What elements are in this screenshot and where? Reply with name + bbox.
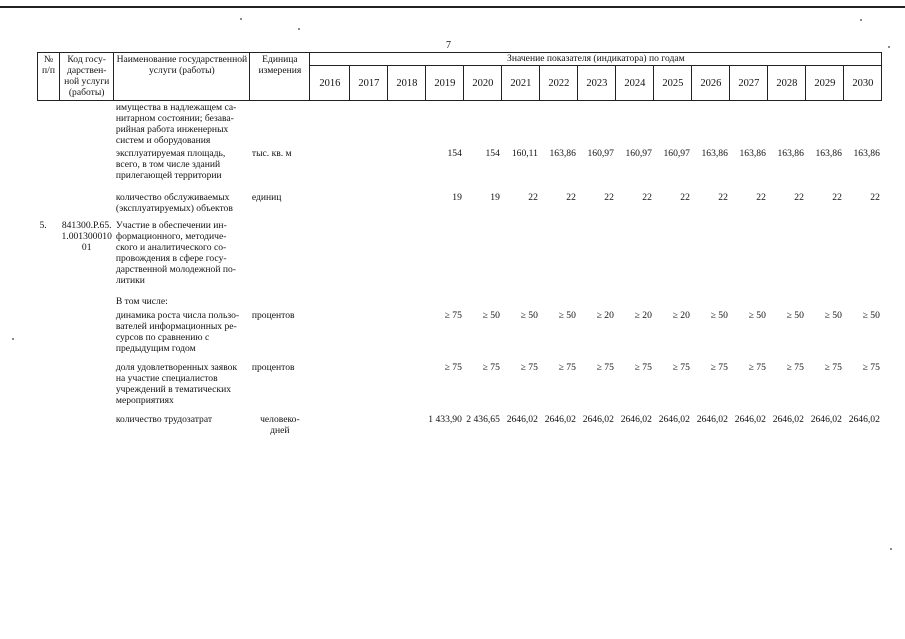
value-2021 <box>502 295 540 309</box>
row-number <box>38 101 60 148</box>
value-2026: 22 <box>718 192 728 203</box>
header-no: № п/п <box>38 53 60 101</box>
service-code <box>60 309 114 361</box>
header-year-2017: 2017 <box>350 66 388 101</box>
value-2022: ≥ 75 <box>558 362 576 373</box>
value-2025 <box>654 219 692 295</box>
value-2018 <box>388 219 426 295</box>
value-2022: ≥ 50 <box>558 310 576 321</box>
value-2027: ≥ 50 <box>748 310 766 321</box>
unit-of-measure: единиц <box>251 192 282 203</box>
unit-of-measure <box>250 219 310 295</box>
row-number <box>38 191 60 219</box>
value-2016 <box>310 147 350 191</box>
value-2029 <box>806 219 844 295</box>
scan-speck <box>298 28 300 30</box>
value-2026: ≥ 75 <box>710 362 728 373</box>
header-name: Наименование государственной услуги (работы) <box>114 53 250 101</box>
value-2028: 163,86 <box>777 148 804 159</box>
value-2020 <box>464 295 502 309</box>
value-2028: ≥ 75 <box>786 362 804 373</box>
service-code <box>60 295 114 309</box>
scan-speck <box>890 548 892 550</box>
header-year-2030: 2030 <box>844 66 882 101</box>
scan-speck <box>888 46 890 48</box>
value-2024: 2646,02 <box>620 414 652 425</box>
table-row <box>38 361 882 413</box>
value-2023: ≥ 20 <box>596 310 614 321</box>
value-2022 <box>540 101 578 148</box>
value-2017 <box>350 413 388 437</box>
value-2018 <box>388 361 426 413</box>
table-row <box>38 101 882 148</box>
value-2023 <box>578 101 616 148</box>
value-2023 <box>578 295 616 309</box>
value-2027: ≥ 75 <box>748 362 766 373</box>
value-2023 <box>578 219 616 295</box>
value-2028: 22 <box>794 192 804 203</box>
value-2030 <box>844 295 882 309</box>
value-2027: 163,86 <box>739 148 766 159</box>
header-year-2024: 2024 <box>616 66 654 101</box>
value-2029 <box>806 295 844 309</box>
header-year-2019: 2019 <box>426 66 464 101</box>
value-2018 <box>388 295 426 309</box>
indicator-name: динамика роста числа пользо-вателей информационных ре-сурсов по сравнению с предыдущим годом <box>115 310 240 354</box>
value-2018 <box>388 191 426 219</box>
value-2026 <box>692 295 730 309</box>
scan-speck <box>12 338 14 340</box>
header-year-2020: 2020 <box>464 66 502 101</box>
value-2021 <box>502 101 540 148</box>
value-2017 <box>350 191 388 219</box>
table-row <box>38 219 882 295</box>
header-year-2016: 2016 <box>310 66 350 101</box>
row-number <box>38 147 60 191</box>
value-2023: 2646,02 <box>582 414 614 425</box>
value-2024: 160,97 <box>625 148 652 159</box>
row-number <box>38 413 60 437</box>
service-code <box>60 413 114 437</box>
value-2027: 2646,02 <box>734 414 766 425</box>
value-2025 <box>654 101 692 148</box>
value-2024: ≥ 20 <box>634 310 652 321</box>
value-2016 <box>310 413 350 437</box>
indicator-name: доля удовлетворенных заявок на участие специалистов учреждений в тематических мероприятиях <box>115 362 238 406</box>
value-2028 <box>768 101 806 148</box>
value-2029: 2646,02 <box>810 414 842 425</box>
unit-of-measure <box>250 295 310 309</box>
value-2016 <box>310 191 350 219</box>
indicator-name: В том числе: <box>115 296 168 307</box>
value-2023: 160,97 <box>587 148 614 159</box>
indicator-name: Участие в обеспечении ин-формационного, методиче-ского и аналитического со-провождения в сфере госу-дарственной молодежной по-литики <box>115 220 236 286</box>
header-year-2021: 2021 <box>502 66 540 101</box>
row-number <box>38 295 60 309</box>
value-2026 <box>692 219 730 295</box>
value-2026: 2646,02 <box>696 414 728 425</box>
unit-of-measure: процентов <box>251 310 295 321</box>
unit-of-measure <box>250 101 310 148</box>
unit-of-measure: тыс. кв. м <box>251 148 292 159</box>
value-2020: 19 <box>490 192 500 203</box>
header-code: Код госу-дарствен-ной услуги (работы) <box>60 53 114 101</box>
value-2025: ≥ 20 <box>672 310 690 321</box>
value-2017 <box>350 147 388 191</box>
value-2018 <box>388 147 426 191</box>
value-2022 <box>540 295 578 309</box>
value-2024 <box>616 101 654 148</box>
value-2021: 2646,02 <box>506 414 538 425</box>
unit-of-measure: процентов <box>251 362 295 373</box>
value-2021: 160,11 <box>511 148 538 159</box>
value-2020: 2 436,65 <box>466 414 500 425</box>
header-year-2023: 2023 <box>578 66 616 101</box>
indicator-name: количество трудозатрат <box>115 414 213 425</box>
indicator-table <box>37 52 882 437</box>
table-row <box>38 191 882 219</box>
header-year-2018: 2018 <box>388 66 426 101</box>
value-2021: 22 <box>528 192 538 203</box>
header-year-2026: 2026 <box>692 66 730 101</box>
value-2030: ≥ 75 <box>862 362 880 373</box>
service-code <box>60 361 114 413</box>
row-number <box>38 309 60 361</box>
value-2023: ≥ 75 <box>596 362 614 373</box>
value-2030: ≥ 50 <box>862 310 880 321</box>
header-year-2027: 2027 <box>730 66 768 101</box>
value-2017 <box>350 295 388 309</box>
value-2021 <box>502 219 540 295</box>
value-2025: 22 <box>680 192 690 203</box>
value-2028: ≥ 50 <box>786 310 804 321</box>
value-2022: 2646,02 <box>544 414 576 425</box>
value-2017 <box>350 361 388 413</box>
value-2020: 154 <box>485 148 500 159</box>
value-2024 <box>616 219 654 295</box>
value-2027 <box>730 295 768 309</box>
value-2019: 19 <box>452 192 462 203</box>
table-row <box>38 295 882 309</box>
value-2016 <box>310 309 350 361</box>
value-2020: ≥ 75 <box>482 362 500 373</box>
value-2019 <box>426 101 464 148</box>
value-2016 <box>310 219 350 295</box>
scan-speck <box>860 19 862 21</box>
value-2016 <box>310 361 350 413</box>
scan-speck <box>240 18 242 20</box>
service-code <box>60 191 114 219</box>
value-2023: 22 <box>604 192 614 203</box>
value-2027 <box>730 101 768 148</box>
table-row <box>38 147 882 191</box>
value-2025: 2646,02 <box>658 414 690 425</box>
value-2026: 163,86 <box>701 148 728 159</box>
value-2020 <box>464 101 502 148</box>
indicator-name: имущества в надлежащем са-нитарном состоянии; безава-рийная работа инженерных систем и оборудования <box>115 102 237 146</box>
value-2024: ≥ 75 <box>634 362 652 373</box>
value-2022: 22 <box>566 192 576 203</box>
value-2022: 163,86 <box>549 148 576 159</box>
value-2018 <box>388 309 426 361</box>
value-2018 <box>388 413 426 437</box>
value-2029: ≥ 75 <box>824 362 842 373</box>
row-number <box>38 361 60 413</box>
table-row <box>38 413 882 437</box>
indicator-name: количество обслуживаемых (эксплуатируемых) объектов <box>115 192 233 214</box>
value-2029: 22 <box>832 192 842 203</box>
header-years-group: Значение показателя (индикатора) по годам <box>310 53 882 66</box>
value-2019 <box>426 295 464 309</box>
value-2020: ≥ 50 <box>482 310 500 321</box>
value-2029 <box>806 101 844 148</box>
unit-of-measure: человеко-дней <box>260 414 300 436</box>
value-2024: 22 <box>642 192 652 203</box>
value-2026: ≥ 50 <box>710 310 728 321</box>
header-year-2022: 2022 <box>540 66 578 101</box>
value-2019: ≥ 75 <box>444 310 462 321</box>
value-2030: 22 <box>870 192 880 203</box>
value-2022 <box>540 219 578 295</box>
value-2017 <box>350 101 388 148</box>
value-2025: ≥ 75 <box>672 362 690 373</box>
value-2028: 2646,02 <box>772 414 804 425</box>
service-code <box>60 147 114 191</box>
table-row <box>38 309 882 361</box>
value-2019 <box>426 219 464 295</box>
value-2017 <box>350 219 388 295</box>
header-year-2029: 2029 <box>806 66 844 101</box>
value-2024 <box>616 295 654 309</box>
value-2018 <box>388 101 426 148</box>
value-2030 <box>844 219 882 295</box>
header-year-2028: 2028 <box>768 66 806 101</box>
value-2016 <box>310 295 350 309</box>
value-2019: 1 433,90 <box>428 414 462 425</box>
row-number: 5. <box>39 220 47 231</box>
header-year-2025: 2025 <box>654 66 692 101</box>
indicator-name: эксплуатируемая площадь, всего, в том числе зданий прилегающей территории <box>115 148 226 181</box>
value-2021: ≥ 75 <box>520 362 538 373</box>
value-2030: 163,86 <box>853 148 880 159</box>
value-2028 <box>768 219 806 295</box>
value-2028 <box>768 295 806 309</box>
service-code: 841300.Р.65. 1.001300010 01 <box>61 220 112 253</box>
value-2016 <box>310 101 350 148</box>
value-2019: 154 <box>447 148 462 159</box>
value-2019: ≥ 75 <box>444 362 462 373</box>
value-2021: ≥ 50 <box>520 310 538 321</box>
value-2017 <box>350 309 388 361</box>
value-2029: 163,86 <box>815 148 842 159</box>
value-2026 <box>692 101 730 148</box>
page-number: 7 <box>446 40 451 51</box>
value-2020 <box>464 219 502 295</box>
value-2025 <box>654 295 692 309</box>
top-border-line <box>0 6 905 8</box>
value-2027: 22 <box>756 192 766 203</box>
value-2027 <box>730 219 768 295</box>
value-2029: ≥ 50 <box>824 310 842 321</box>
value-2025: 160,97 <box>663 148 690 159</box>
service-code <box>60 101 114 148</box>
header-unit: Единица измерения <box>250 53 310 101</box>
value-2030 <box>844 101 882 148</box>
value-2030: 2646,02 <box>848 414 880 425</box>
